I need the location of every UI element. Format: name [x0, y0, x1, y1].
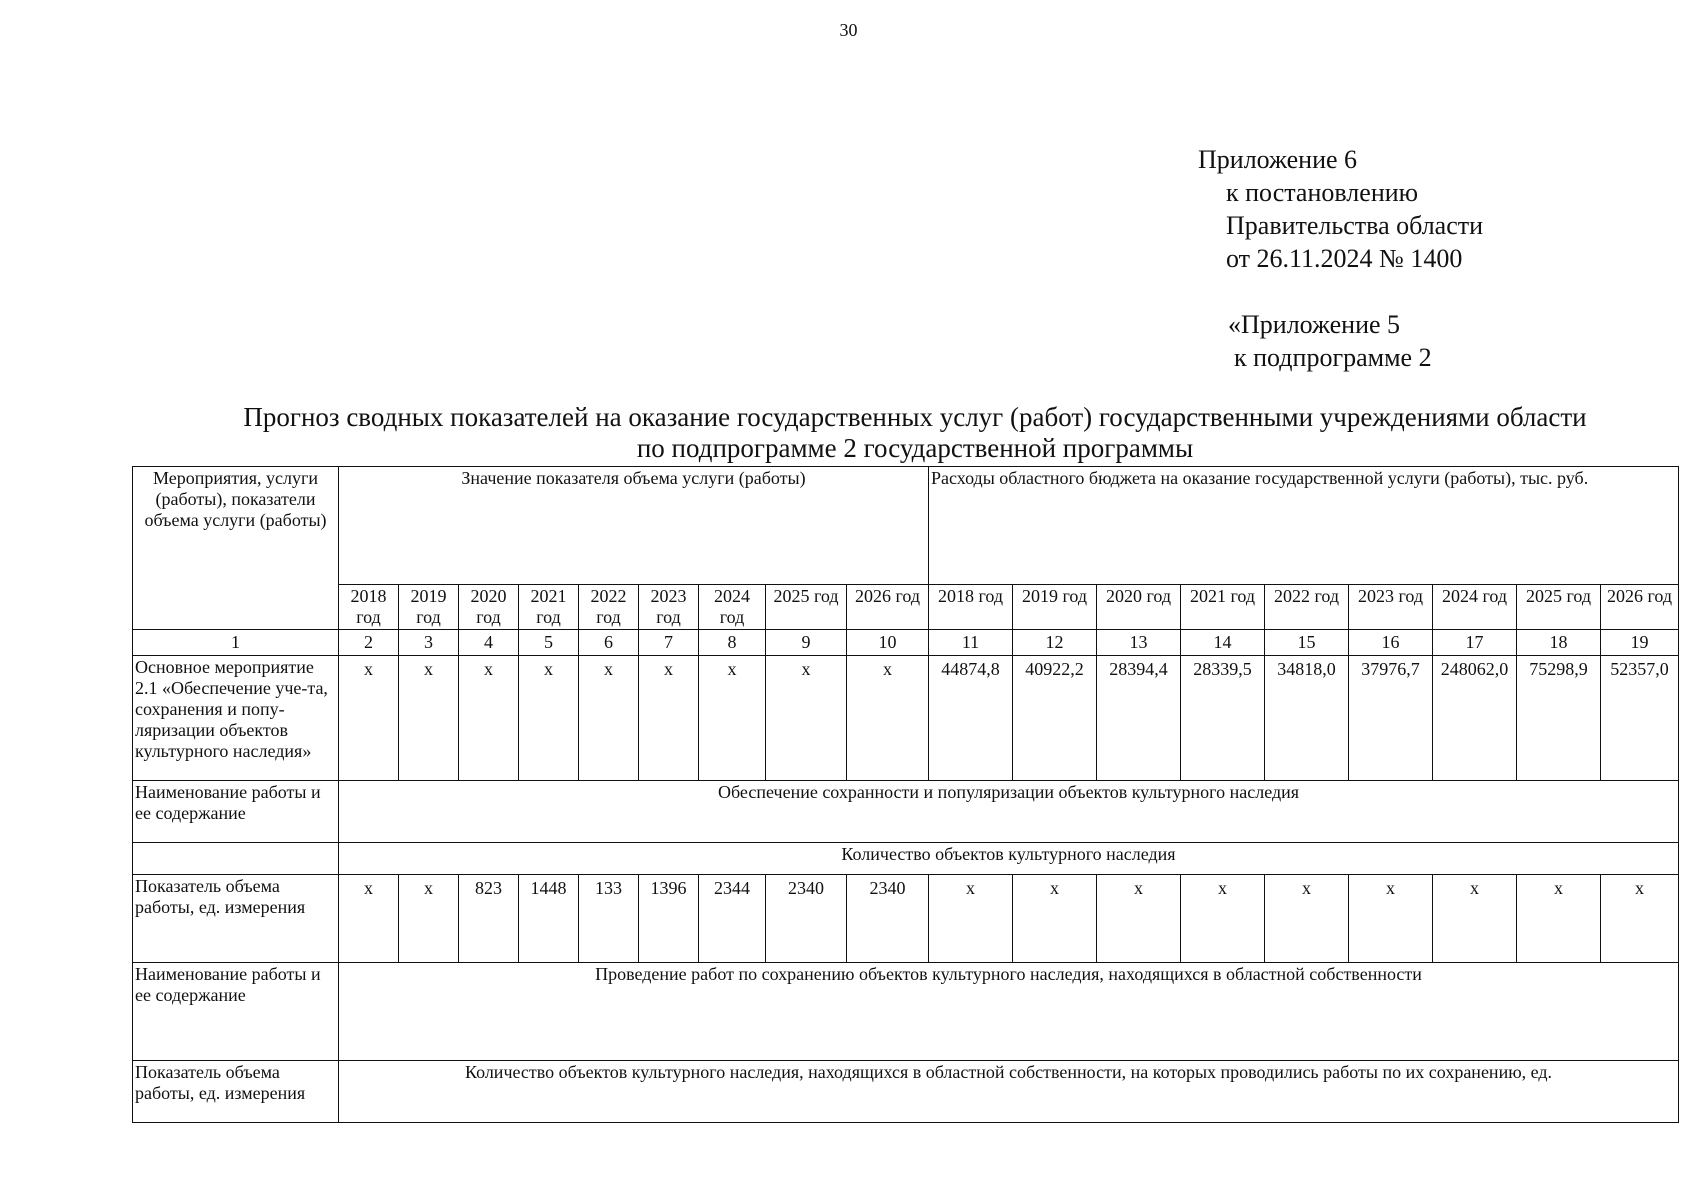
volume-cell: х: [399, 656, 459, 781]
expense-cell: 75298,9: [1517, 656, 1601, 781]
volume-cell: х: [519, 656, 579, 781]
volume-cell: 1448: [519, 875, 579, 963]
title-line-2: по подпрограмме 2 государственной программы: [636, 433, 1194, 463]
annex-quote-line-2: к подпрограмме 2: [1234, 343, 1432, 372]
expense-cell: х: [1181, 875, 1265, 963]
annex-quote-block: [1228, 308, 1432, 374]
table-row-work-name-1: [133, 781, 1679, 843]
column-number: 6: [579, 630, 639, 656]
expense-cell: х: [1433, 875, 1517, 963]
volume-cell: 2340: [766, 875, 847, 963]
header-activities: Мероприятия, услуги (работы), показатели объема услуги (работы): [133, 467, 339, 630]
header-volume-group: Значение показателя объема услуги (работы): [339, 467, 929, 585]
expense-cell: х: [1097, 875, 1181, 963]
indicator-title: Количество объектов культурного наследия: [339, 843, 1679, 875]
column-number: 8: [699, 630, 766, 656]
year-volume: 2026 год: [847, 585, 929, 630]
expense-cell: х: [1265, 875, 1349, 963]
column-number: 13: [1097, 630, 1181, 656]
year-expenses: 2026 год: [1601, 585, 1679, 630]
volume-cell: х: [339, 875, 399, 963]
expense-cell: 28394,4: [1097, 656, 1181, 781]
expense-cell: 28339,5: [1181, 656, 1265, 781]
volume-cell: х: [847, 656, 929, 781]
volume-cell: х: [339, 656, 399, 781]
column-number: 11: [929, 630, 1013, 656]
year-volume: 2019 год: [399, 585, 459, 630]
annex-line-2: к постановлению: [1226, 178, 1419, 207]
volume-cell: 2344: [699, 875, 766, 963]
expense-cell: х: [929, 875, 1013, 963]
expense-cell: х: [1013, 875, 1097, 963]
column-number: 5: [519, 630, 579, 656]
header-expenses-group: Расходы областного бюджета на оказание государственной услуги (работы), тыс. руб.: [929, 467, 1679, 585]
expense-cell: 52357,0: [1601, 656, 1679, 781]
expense-cell: 37976,7: [1349, 656, 1433, 781]
column-number: 18: [1517, 630, 1601, 656]
column-number: 12: [1013, 630, 1097, 656]
work-name-content: Проведение работ по сохранению объектов культурного наследия, находящихся в областной собственности: [339, 963, 1679, 1061]
row-label-work-name: Наименование работы и ее содержание: [133, 963, 339, 1061]
column-number: 9: [766, 630, 847, 656]
table-row-volume-indicator: [133, 875, 1679, 963]
annex-quote-line-1: «Приложение 5: [1228, 310, 1401, 339]
year-volume: 2022 год: [579, 585, 639, 630]
year-volume: 2025 год: [766, 585, 847, 630]
volume-cell: 823: [459, 875, 519, 963]
volume-cell: 2340: [847, 875, 929, 963]
column-number: 1: [133, 630, 339, 656]
expense-cell: 44874,8: [929, 656, 1013, 781]
expense-cell: 248062,0: [1433, 656, 1517, 781]
expense-cell: х: [1517, 875, 1601, 963]
work-name-content: Обеспечение сохранности и популяризации объектов культурного наследия: [339, 781, 1679, 843]
title-line-1: Прогноз сводных показателей на оказание государственных услуг (работ) государственными учреждениями области: [243, 402, 1587, 432]
row-label-volume-indicator: Показатель объема работы, ед. измерения: [133, 875, 339, 963]
column-number: 4: [459, 630, 519, 656]
expense-cell: х: [1601, 875, 1679, 963]
expense-cell: 40922,2: [1013, 656, 1097, 781]
year-expenses: 2025 год: [1517, 585, 1601, 630]
annex-line-3: Правительства области: [1226, 211, 1484, 240]
row-label-volume-indicator: Показатель объема работы, ед. измерения: [133, 1061, 339, 1123]
volume-cell: х: [579, 656, 639, 781]
page-number: 30: [839, 20, 858, 40]
expense-cell: 34818,0: [1265, 656, 1349, 781]
year-volume: 2020 год: [459, 585, 519, 630]
forecast-table: [132, 466, 1679, 1123]
year-expenses: 2018 год: [929, 585, 1013, 630]
volume-cell: х: [766, 656, 847, 781]
column-number: 14: [1181, 630, 1265, 656]
table-row-work-name-2: [133, 963, 1679, 1061]
expense-cell: х: [1349, 875, 1433, 963]
annex-block: [1198, 143, 1483, 275]
volume-cell: х: [459, 656, 519, 781]
column-number: 10: [847, 630, 929, 656]
year-expenses: 2024 год: [1433, 585, 1517, 630]
column-number: 16: [1349, 630, 1433, 656]
year-volume: 2021 год: [519, 585, 579, 630]
empty-cell: [133, 843, 339, 875]
year-volume: 2018 год: [339, 585, 399, 630]
table-row-volume-indicator-2: [133, 1061, 1679, 1123]
annex-line-1: Приложение 6: [1198, 145, 1358, 174]
annex-line-4: от 26.11.2024 № 1400: [1226, 244, 1463, 273]
column-number: 17: [1433, 630, 1517, 656]
year-expenses: 2020 год: [1097, 585, 1181, 630]
column-number: 15: [1265, 630, 1349, 656]
column-number: 2: [339, 630, 399, 656]
year-volume: 2024 год: [699, 585, 766, 630]
volume-cell: х: [399, 875, 459, 963]
volume-cell: 133: [579, 875, 639, 963]
year-expenses: 2023 год: [1349, 585, 1433, 630]
column-number: 3: [399, 630, 459, 656]
column-number: 19: [1601, 630, 1679, 656]
row-label-work-name: Наименование работы и ее содержание: [133, 781, 339, 843]
table-row-indicator-title: [133, 843, 1679, 875]
year-volume: 2023 год: [639, 585, 699, 630]
document-title: [132, 402, 1697, 464]
year-expenses: 2021 год: [1181, 585, 1265, 630]
volume-cell: х: [639, 656, 699, 781]
year-expenses: 2022 год: [1265, 585, 1349, 630]
table-row-main-activity: [133, 656, 1679, 781]
row-label-main-activity: Основное мероприятие 2.1 «Обеспечение уче-та, сохранения и попу-ляризации объектов культурного наследия»: [133, 656, 339, 781]
column-number: 7: [639, 630, 699, 656]
volume-cell: 1396: [639, 875, 699, 963]
year-expenses: 2019 год: [1013, 585, 1097, 630]
volume-cell: х: [699, 656, 766, 781]
volume-indicator-content: Количество объектов культурного наследия, находящихся в областной собственности, на которых проводились работы по их сохранению, ед.: [339, 1061, 1679, 1123]
